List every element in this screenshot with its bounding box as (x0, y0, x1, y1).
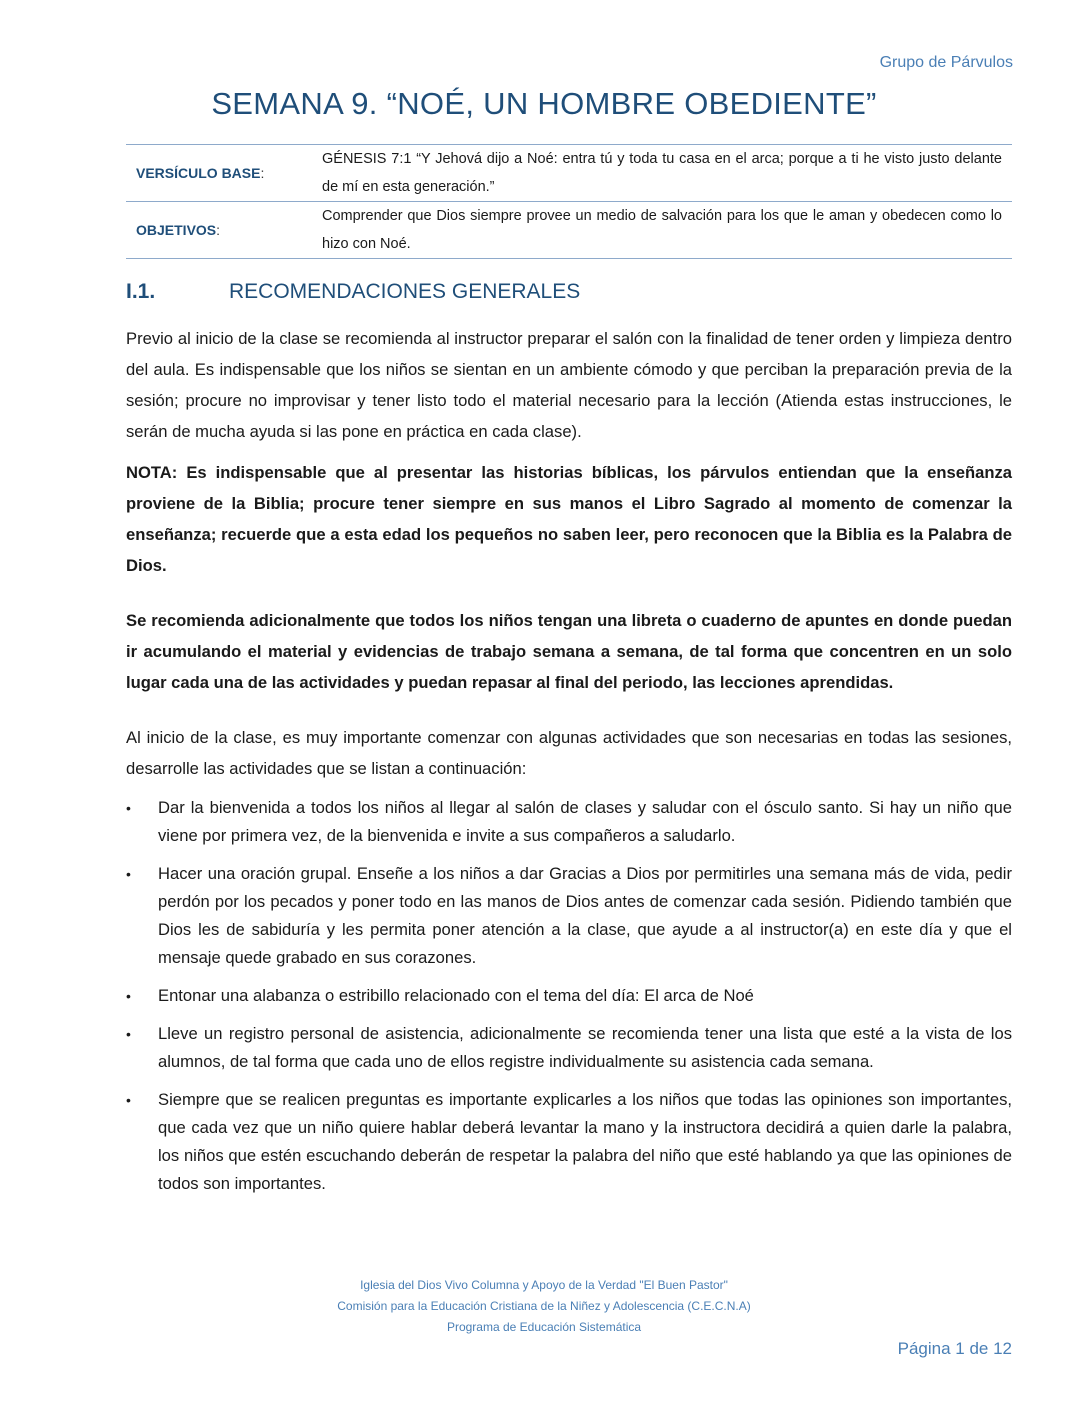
list-item-text: Entonar una alabanza o estribillo relacionado con el tema del día: El arca de Noé (158, 986, 754, 1005)
versiculo-label-cell (126, 145, 314, 202)
paragraph-inicio: Al inicio de la clase, es muy importante comenzar con algunas actividades que son necesarias en todas las sesiones, desarrolle las actividades que se listan a continuación: (126, 728, 1012, 778)
bullet-icon: • (126, 988, 131, 1004)
page-footer (0, 1275, 1088, 1338)
bullet-icon: • (126, 800, 131, 816)
bullet-icon: • (126, 1026, 131, 1042)
objetivos-label: OBJETIVOS (136, 222, 217, 238)
list-item (126, 794, 1012, 850)
objetivos-text: Comprender que Dios siempre provee un medio de salvación para los que le aman y obedecen como lo hizo con Noé. (322, 208, 1002, 252)
objetivos-row (126, 202, 1012, 259)
group-label: Grupo de Párvulos (879, 54, 1013, 71)
versiculo-label: VERSÍCULO BASE (136, 165, 261, 181)
footer-commission: Comisión para la Educación Cristiana de la Niñez y Adolescencia (C.E.C.N.A) (337, 1299, 751, 1313)
objetivos-colon: : (216, 222, 221, 238)
list-item (126, 982, 1012, 1010)
bullet-icon: • (126, 866, 131, 882)
footer-program: Programa de Educación Sistemática (446, 1320, 642, 1334)
list-item-text: Siempre que se realicen preguntas es importante explicarles a los niños que todas las opiniones son importantes, que cada vez que un niño quiere hablar deberá levantar la mano y la instructora decidirá a quien darle la palabra, los niños que estén escuchando deberán de respetar la palabra del niño que esté hablando ya que las opiniones de todos son importantes. (158, 1090, 1012, 1193)
versiculo-row (126, 145, 1012, 202)
body-content (126, 323, 1012, 1208)
list-item-text: Hacer una oración grupal. Enseñe a los niños a dar Gracias a Dios por permitirles una semana más de vida, pedir perdón por los pecados y poner todo en las manos de Dios antes de comenzar cada sesión. Pidiendo también que Dios les de sabiduría y les permita poner atención a la clase, que ayude a al instructor(a) en este día y que el mensaje quede grabado en sus corazones. (158, 864, 1012, 967)
footer-church: Iglesia del Dios Vivo Columna y Apoyo de la Verdad "El Buen Pastor" (360, 1278, 728, 1292)
activities-list (126, 794, 1012, 1198)
info-table (126, 144, 1012, 259)
section-title: RECOMENDACIONES GENERALES (229, 280, 581, 303)
bullet-icon: • (126, 1092, 131, 1108)
document-title: SEMANA 9. “NOÉ, UN HOMBRE OBEDIENTE” (211, 86, 877, 121)
list-item-text: Dar la bienvenida a todos los niños al llegar al salón de clases y saludar con el ósculo santo. Si hay un niño que viene por primera vez, de la bienvenida e invite a sus compañeros a saludarlo. (158, 798, 1012, 845)
paragraph-libreta: Se recomienda adicionalmente que todos los niños tengan una libreta o cuaderno de apuntes en donde puedan ir acumulando el material y evidencias de trabajo semana a semana, de tal forma que concentren en un solo lugar cada una de las actividades y puedan repasar al final del periodo, las lecciones aprendidas. (126, 611, 1012, 692)
paragraph-intro: Previo al inicio de la clase se recomienda al instructor preparar el salón con la finalidad de tener orden y limpieza dentro del aula. Es indispensable que los niños se sientan en un ambiente cómodo y que perciban la preparación previa de la sesión; procure no improvisar y tener listo todo el material necesario para la lección (Atienda estas instrucciones, le serán de mucha ayuda si las pone en práctica en cada clase). (126, 329, 1012, 441)
section-number: I.1. (126, 280, 156, 303)
versiculo-colon: : (260, 165, 265, 181)
list-item (126, 1020, 1012, 1076)
versiculo-text: GÉNESIS 7:1 “Y Jehová dijo a Noé: entra tú y toda tu casa en el arca; porque a ti he visto justo delante de mí en esta generación.” (322, 151, 1002, 195)
list-item (126, 860, 1012, 972)
list-item (126, 1086, 1012, 1198)
paragraph-nota: NOTA: Es indispensable que al presentar las historias bíblicas, los párvulos entiendan que la enseñanza proviene de la Biblia; procure tener siempre en sus manos el Libro Sagrado al momento de comenzar la enseñanza; recuerde que a esta edad los pequeños no saben leer, pero reconocen que la Biblia es la Palabra de Dios. (126, 463, 1012, 575)
objetivos-label-cell (126, 202, 314, 259)
page-number: Página 1 de 12 (897, 1339, 1012, 1358)
section-heading (126, 280, 580, 304)
list-item-text: Lleve un registro personal de asistencia, adicionalmente se recomienda tener una lista que esté a la vista de los alumnos, de tal forma que cada uno de ellos registre individualmente su asistencia cada semana. (158, 1024, 1012, 1071)
